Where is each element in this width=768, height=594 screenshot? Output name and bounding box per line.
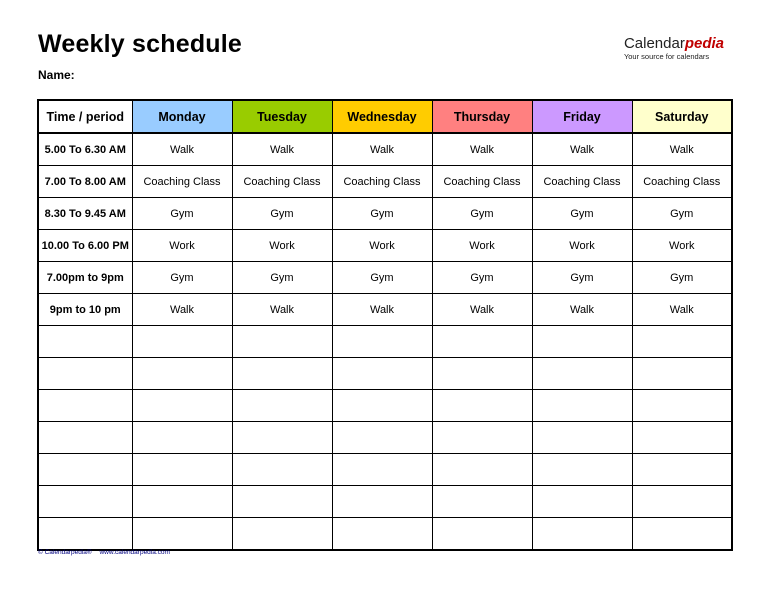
day-header-tuesday: Tuesday — [232, 100, 332, 133]
schedule-cell[interactable]: Gym — [132, 198, 232, 230]
schedule-cell[interactable]: Gym — [132, 262, 232, 294]
schedule-cell[interactable]: Gym — [332, 262, 432, 294]
time-cell[interactable]: 5.00 To 6.30 AM — [38, 133, 132, 166]
schedule-cell[interactable] — [332, 454, 432, 486]
time-cell[interactable]: 10.00 To 6.00 PM — [38, 230, 132, 262]
schedule-cell[interactable] — [332, 326, 432, 358]
schedule-cell[interactable] — [232, 422, 332, 454]
page-title: Weekly schedule — [38, 30, 243, 58]
schedule-cell[interactable] — [632, 454, 732, 486]
footer — [38, 549, 176, 556]
schedule-cell[interactable] — [132, 486, 232, 518]
schedule-cell[interactable]: Gym — [432, 262, 532, 294]
day-header-thursday: Thursday — [432, 100, 532, 133]
brand-part1: Calendar — [623, 35, 685, 52]
schedule-cell[interactable] — [532, 486, 632, 518]
table-row — [38, 390, 732, 422]
schedule-cell[interactable] — [532, 518, 632, 551]
table-header-row — [38, 100, 732, 133]
time-cell[interactable] — [38, 454, 132, 486]
schedule-cell[interactable]: Work — [632, 230, 732, 262]
time-cell[interactable] — [38, 518, 132, 551]
schedule-cell[interactable] — [432, 454, 532, 486]
schedule-cell[interactable]: Gym — [532, 198, 632, 230]
schedule-cell[interactable]: Coaching Class — [432, 166, 532, 198]
schedule-cell[interactable]: Walk — [632, 133, 732, 166]
schedule-cell[interactable] — [332, 358, 432, 390]
brand-part2: pedia — [684, 35, 724, 52]
schedule-cell[interactable]: Walk — [232, 133, 332, 166]
schedule-cell[interactable]: Walk — [132, 133, 232, 166]
time-cell[interactable]: 8.30 To 9.45 AM — [38, 198, 132, 230]
schedule-cell[interactable]: Walk — [632, 294, 732, 326]
table-row — [38, 454, 732, 486]
time-cell[interactable]: 7.00 To 8.00 AM — [38, 166, 132, 198]
schedule-cell[interactable] — [232, 518, 332, 551]
table-row — [38, 262, 732, 294]
footer-copyright: © Calendarpedia® — [38, 549, 92, 556]
schedule-cell[interactable] — [132, 326, 232, 358]
brand-tagline: Your source for calendars — [623, 52, 710, 61]
schedule-cell[interactable] — [232, 486, 332, 518]
table-row — [38, 294, 732, 326]
table-row — [38, 486, 732, 518]
schedule-cell[interactable]: Coaching Class — [332, 166, 432, 198]
schedule-cell[interactable]: Walk — [532, 294, 632, 326]
schedule-cell[interactable]: Coaching Class — [232, 166, 332, 198]
schedule-cell[interactable] — [632, 518, 732, 551]
schedule-cell[interactable]: Walk — [432, 294, 532, 326]
schedule-cell[interactable] — [232, 326, 332, 358]
schedule-cell[interactable]: Coaching Class — [632, 166, 732, 198]
day-header-wednesday: Wednesday — [332, 100, 432, 133]
schedule-cell[interactable]: Gym — [532, 262, 632, 294]
schedule-cell[interactable] — [232, 454, 332, 486]
table-row — [38, 198, 732, 230]
schedule-cell[interactable] — [432, 518, 532, 551]
day-header-friday: Friday — [532, 100, 632, 133]
day-header-monday: Monday — [132, 100, 232, 133]
schedule-cell[interactable]: Walk — [132, 294, 232, 326]
schedule-cell[interactable] — [432, 486, 532, 518]
schedule-cell[interactable]: Walk — [332, 133, 432, 166]
table-row — [38, 518, 732, 551]
brand-logo — [624, 36, 724, 61]
schedule-cell[interactable] — [432, 358, 532, 390]
schedule-cell[interactable] — [332, 422, 432, 454]
schedule-cell[interactable]: Gym — [632, 262, 732, 294]
table-body — [38, 133, 732, 550]
time-cell[interactable] — [38, 326, 132, 358]
schedule-table — [37, 99, 733, 551]
schedule-cell[interactable]: Work — [132, 230, 232, 262]
schedule-cell[interactable] — [632, 422, 732, 454]
corner-header: Time / period — [38, 100, 132, 133]
name-label: Name: — [38, 68, 75, 82]
day-header-saturday: Saturday — [632, 100, 732, 133]
schedule-cell[interactable] — [132, 358, 232, 390]
brand-wordmark — [624, 36, 724, 52]
time-cell[interactable] — [38, 390, 132, 422]
table-row — [38, 166, 732, 198]
schedule-cell[interactable]: Walk — [432, 133, 532, 166]
time-cell[interactable]: 9pm to 10 pm — [38, 294, 132, 326]
time-cell[interactable] — [38, 486, 132, 518]
schedule-cell[interactable] — [532, 454, 632, 486]
schedule-cell[interactable]: Gym — [232, 262, 332, 294]
schedule-cell[interactable] — [332, 518, 432, 551]
schedule-cell[interactable]: Gym — [332, 198, 432, 230]
table-row — [38, 230, 732, 262]
footer-url[interactable]: www.calendarpedia.com — [99, 549, 170, 556]
schedule-cell[interactable] — [432, 326, 532, 358]
schedule-cell[interactable] — [132, 454, 232, 486]
schedule-cell[interactable]: Gym — [432, 198, 532, 230]
schedule-cell[interactable]: Work — [232, 230, 332, 262]
time-cell[interactable] — [38, 422, 132, 454]
schedule-cell[interactable] — [632, 358, 732, 390]
table-row — [38, 326, 732, 358]
schedule-cell[interactable] — [232, 358, 332, 390]
schedule-cell[interactable] — [132, 390, 232, 422]
schedule-cell[interactable]: Work — [332, 230, 432, 262]
table-row — [38, 133, 732, 166]
schedule-cell[interactable]: Work — [532, 230, 632, 262]
schedule-cell[interactable] — [132, 518, 232, 551]
schedule-cell[interactable] — [532, 326, 632, 358]
schedule-cell[interactable] — [532, 422, 632, 454]
schedule-cell[interactable] — [532, 390, 632, 422]
schedule-cell[interactable] — [432, 390, 532, 422]
time-cell[interactable]: 7.00pm to 9pm — [38, 262, 132, 294]
schedule-cell[interactable] — [532, 358, 632, 390]
schedule-cell[interactable] — [632, 486, 732, 518]
time-cell[interactable] — [38, 358, 132, 390]
schedule-cell[interactable]: Walk — [232, 294, 332, 326]
schedule-cell[interactable]: Walk — [532, 133, 632, 166]
schedule-cell[interactable] — [332, 390, 432, 422]
schedule-cell[interactable]: Coaching Class — [532, 166, 632, 198]
schedule-cell[interactable] — [132, 422, 232, 454]
schedule-cell[interactable] — [432, 422, 532, 454]
table-row — [38, 422, 732, 454]
schedule-cell[interactable]: Gym — [232, 198, 332, 230]
schedule-cell[interactable]: Work — [432, 230, 532, 262]
schedule-cell[interactable]: Coaching Class — [132, 166, 232, 198]
schedule-cell[interactable] — [632, 390, 732, 422]
schedule-cell[interactable] — [232, 390, 332, 422]
schedule-cell[interactable] — [632, 326, 732, 358]
schedule-cell[interactable]: Gym — [632, 198, 732, 230]
schedule-cell[interactable] — [332, 486, 432, 518]
table-row — [38, 358, 732, 390]
schedule-cell[interactable]: Walk — [332, 294, 432, 326]
